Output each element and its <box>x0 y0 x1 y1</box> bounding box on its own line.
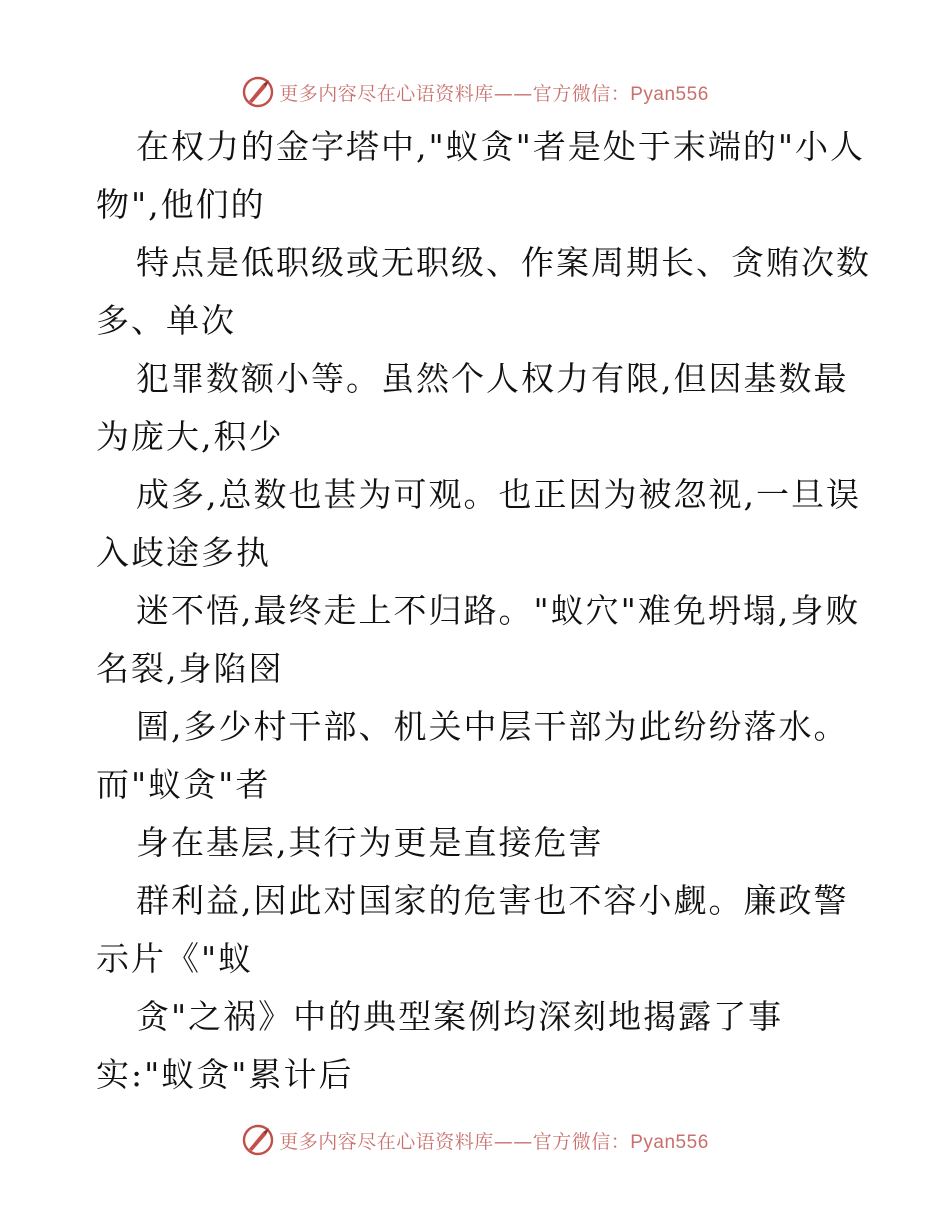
footer-watermark <box>0 1120 950 1160</box>
text-line: 在权力的金字塔中,"蚁贪"者是处于末端的"小人 <box>136 127 866 166</box>
quill-pen-logo-icon <box>241 1123 275 1157</box>
text-line: 入歧途多执 <box>96 533 271 572</box>
text-line: 为庞大,积少 <box>96 417 284 456</box>
watermark-text: 更多内容尽在心语资料库——官方微信：Pyan556 <box>279 1130 709 1153</box>
text-line: 特点是低职级或无职级、作案周期长、贪贿次数 <box>136 243 871 282</box>
document-body <box>96 118 871 1104</box>
text-line: 而"蚁贪"者 <box>96 765 271 804</box>
text-line: 群利益,因此对国家的危害也不容小觑。廉政警 <box>136 881 849 920</box>
quill-pen-logo-icon <box>241 75 275 109</box>
text-line: 示片《"蚁 <box>96 939 254 978</box>
text-line: 实:"蚁贪"累计后 <box>96 1055 354 1094</box>
text-line: 物",他们的 <box>96 185 266 224</box>
header-watermark <box>0 72 950 112</box>
text-line: 犯罪数额小等。虽然个人权力有限,但因基数最 <box>136 359 849 398</box>
text-line: 贪"之祸》中的典型案例均深刻地揭露了事 <box>136 997 784 1036</box>
text-line: 身在基层,其行为更是直接危害 <box>136 823 604 862</box>
watermark-text: 更多内容尽在心语资料库——官方微信：Pyan556 <box>279 82 709 105</box>
text-line: 多、单次 <box>96 301 236 340</box>
text-line: 迷不悟,最终走上不归路。"蚁穴"难免坍塌,身败 <box>136 591 861 630</box>
text-line: 圄,多少村干部、机关中层干部为此纷纷落水。 <box>136 707 849 746</box>
text-line: 成多,总数也甚为可观。也正因为被忽视,一旦误 <box>136 475 861 514</box>
text-line: 名裂,身陷囹 <box>96 649 284 688</box>
